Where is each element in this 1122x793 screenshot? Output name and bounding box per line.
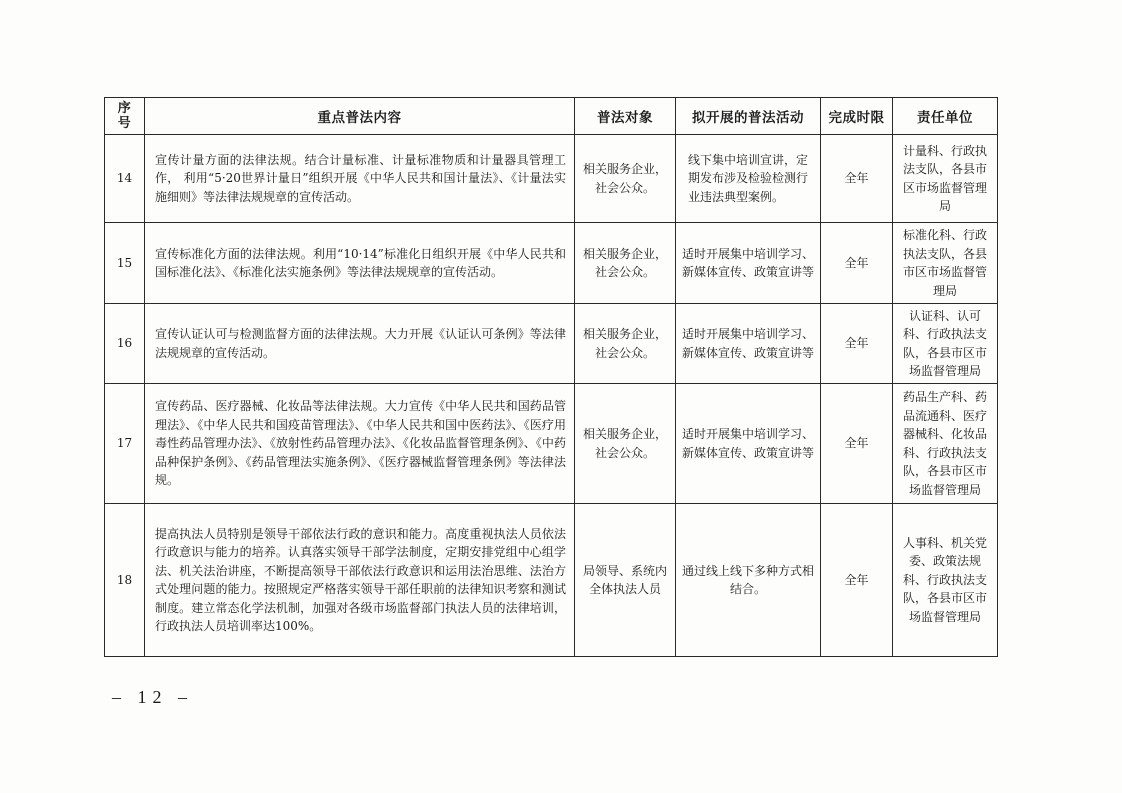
row-target: 相关服务企业，社会公众。	[575, 223, 676, 304]
row-number: 16	[105, 304, 145, 384]
row-number: 15	[105, 223, 145, 304]
work-plan-table	[104, 97, 998, 657]
row-target: 相关服务企业，社会公众。	[575, 384, 676, 504]
row-content: 宣传计量方面的法律法规。结合计量标准、计量标准物质和计量器具管理工作， 利用“5·20世界计量日”组织开展《中华人民共和国计量法》、《计量法实施细则》等法律法规规章的宣传活动。	[145, 135, 575, 223]
table-row	[105, 504, 998, 657]
row-unit: 标准化科、行政执法支队，各县市区市场监督管理局	[893, 223, 998, 304]
table-header-row	[105, 98, 998, 135]
row-activity: 通过线上线下多种方式相结合。	[676, 504, 821, 657]
row-deadline: 全年	[821, 135, 893, 223]
header-activity: 拟开展的普法活动	[676, 98, 821, 135]
row-content: 提高执法人员特别是领导干部依法行政的意识和能力。高度重视执法人员依法行政意识与能力的培养。认真落实领导干部学法制度，定期安排党组中心组学法、机关法治讲座，不断提高领导干部依法行政意识和运用法治思维、法治方式处理问题的能力。按照规定严格落实领导干部任职前的法律知识考察和测试制度。建立常态化学法机制，加强对各级市场监督部门执法人员的法律培训，行政执法人员培训率达100%。	[145, 504, 575, 657]
header-content: 重点普法内容	[145, 98, 575, 135]
row-unit: 计量科、行政执法支队，各县市区市场监督管理局	[893, 135, 998, 223]
row-content: 宣传标准化方面的法律法规。利用“10·14”标准化日组织开展《中华人民共和国标准化法》、《标准化法实施条例》等法律法规规章的宣传活动。	[145, 223, 575, 304]
row-unit: 认证科、认可科、行政执法支队，各县市区市场监督管理局	[893, 304, 998, 384]
row-target: 相关服务企业，社会公众。	[575, 304, 676, 384]
row-target: 相关服务企业，社会公众。	[575, 135, 676, 223]
row-deadline: 全年	[821, 384, 893, 504]
row-deadline: 全年	[821, 504, 893, 657]
table-row	[105, 223, 998, 304]
row-deadline: 全年	[821, 223, 893, 304]
row-number: 18	[105, 504, 145, 657]
row-activity: 线下集中培训宣讲，定期发布涉及检验检测行业违法典型案例。	[676, 135, 821, 223]
row-deadline: 全年	[821, 304, 893, 384]
row-number: 14	[105, 135, 145, 223]
row-unit: 人事科、机关党委、政策法规科、行政执法支队，各县市区市场监督管理局	[893, 504, 998, 657]
header-number-text: 序号	[117, 101, 132, 131]
table-row	[105, 304, 998, 384]
row-activity: 适时开展集中培训学习、新媒体宣传、政策宣讲等	[676, 223, 821, 304]
row-content: 宣传认证认可与检测监督方面的法律法规。大力开展《认证认可条例》等法律法规规章的宣传活动。	[145, 304, 575, 384]
row-content: 宣传药品、医疗器械、化妆品等法律法规。大力宣传《中华人民共和国药品管理法》、《中华人民共和国疫苗管理法》、《中华人民共和国中医药法》、《医疗用毒性药品管理办法》、《放射性药品管理办法》、《化妆品监督管理条例》、《中药品种保护条例》、《药品管理法实施条例》、《医疗器械监督管理条例》等法律法规。	[145, 384, 575, 504]
row-activity: 适时开展集中培训学习、新媒体宣传、政策宣讲等	[676, 304, 821, 384]
header-deadline: 完成时限	[821, 98, 893, 135]
page-number: – 12 –	[112, 687, 193, 707]
header-unit: 责任单位	[893, 98, 998, 135]
row-number: 17	[105, 384, 145, 504]
header-number	[105, 98, 145, 135]
table-row	[105, 384, 998, 504]
header-target: 普法对象	[575, 98, 676, 135]
row-activity: 适时开展集中培训学习、新媒体宣传、政策宣讲等	[676, 384, 821, 504]
row-target: 局领导、系统内全体执法人员	[575, 504, 676, 657]
table-row	[105, 135, 998, 223]
row-unit: 药品生产科、药品流通科、医疗器械科、化妆品科、行政执法支队，各县市区市场监督管理局	[893, 384, 998, 504]
